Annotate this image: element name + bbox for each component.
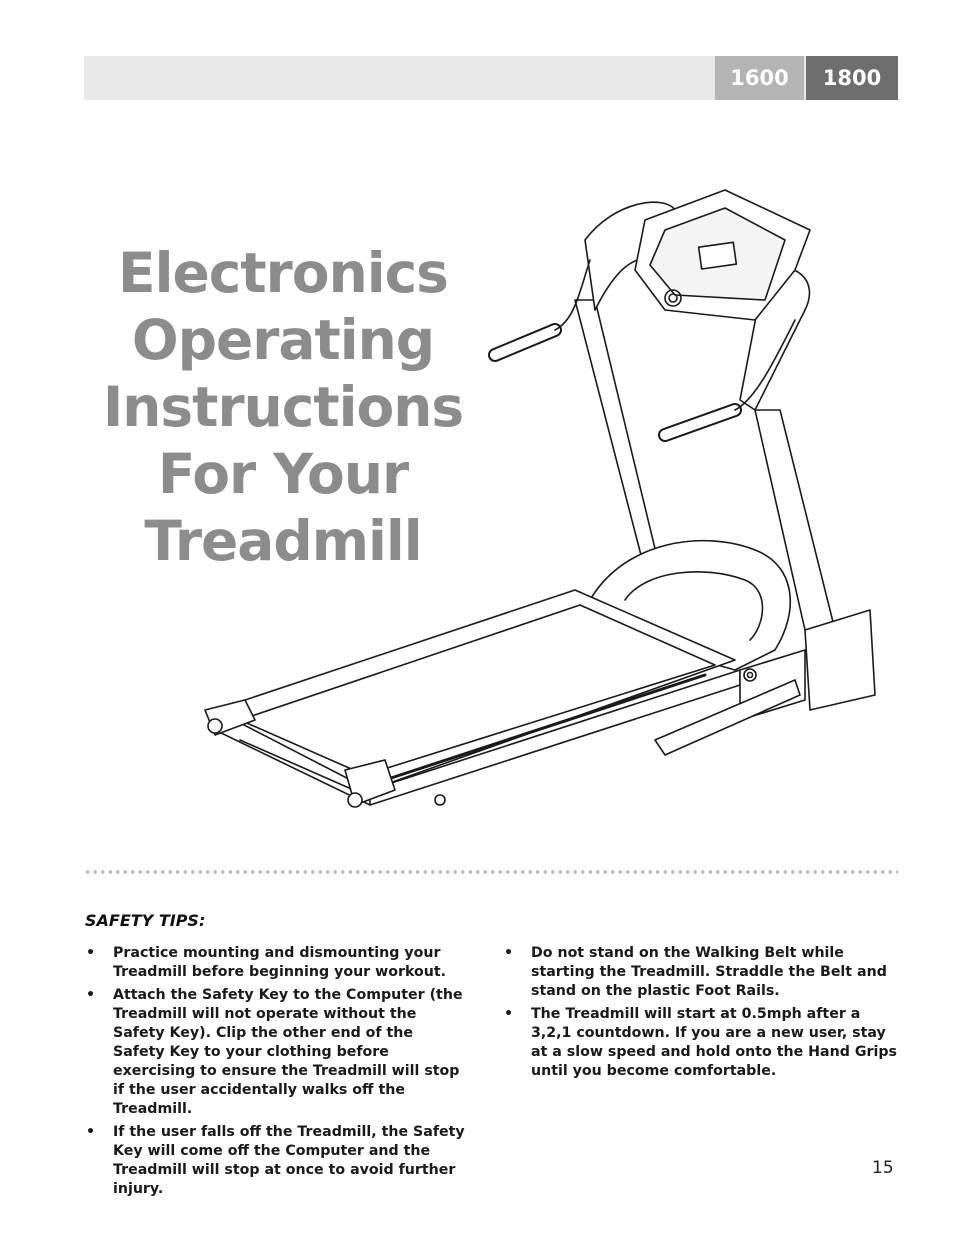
title-line: Instructions: [102, 375, 464, 439]
section-divider: [84, 869, 898, 875]
treadmill-illustration: [195, 180, 895, 820]
title-line: For Your: [157, 442, 409, 506]
title-line: Operating: [131, 308, 435, 372]
title-line: Electronics: [118, 241, 448, 305]
list-item-text: Attach the Safety Key to the Computer (the Treadmill will not operate without the Safety Key). Clip the other end of the Safety Key to your clothing before exercising to ensure the Treadmill will stop if the user accidentally walks off the Treadmill.: [113, 987, 463, 1117]
list-item-text: Do not stand on the Walking Belt while starting the Treadmill. Straddle the Belt and stand on the plastic Foot Rails.: [531, 945, 887, 999]
list-item-text: Practice mounting and dismounting your Treadmill before beginning your workout.: [113, 945, 447, 980]
bullet: •: [86, 987, 96, 1003]
title-line: Treadmill: [144, 509, 422, 573]
bullet: •: [504, 1006, 514, 1022]
bullet: •: [504, 945, 514, 961]
list-item: [502, 1005, 900, 1081]
list-item-text: The Treadmill will start at 0.5mph after a 3,2,1 countdown. If you are a new user, stay at a slow speed and hold onto the Hand Grips until you become comfortable.: [531, 1006, 897, 1079]
list-item-text: If the user falls off the Treadmill, the Safety Key will come off the Computer and the Treadmill will stop at once to avoid further injury.: [113, 1124, 465, 1197]
list-item: [84, 1123, 466, 1199]
list-item: [84, 944, 466, 982]
list-item: [84, 986, 466, 1119]
model-tab-1800: 1800: [806, 56, 898, 100]
bullet: •: [86, 945, 96, 961]
page-number: 15: [872, 1158, 894, 1178]
safety-tips-left-list: [84, 944, 466, 1203]
safety-tips-heading: SAFETY TIPS:: [85, 911, 206, 930]
list-item: [502, 944, 900, 1001]
bullet: •: [86, 1124, 96, 1140]
safety-tips-right-list: [502, 944, 900, 1085]
model-tab-1600: 1600: [715, 56, 804, 100]
